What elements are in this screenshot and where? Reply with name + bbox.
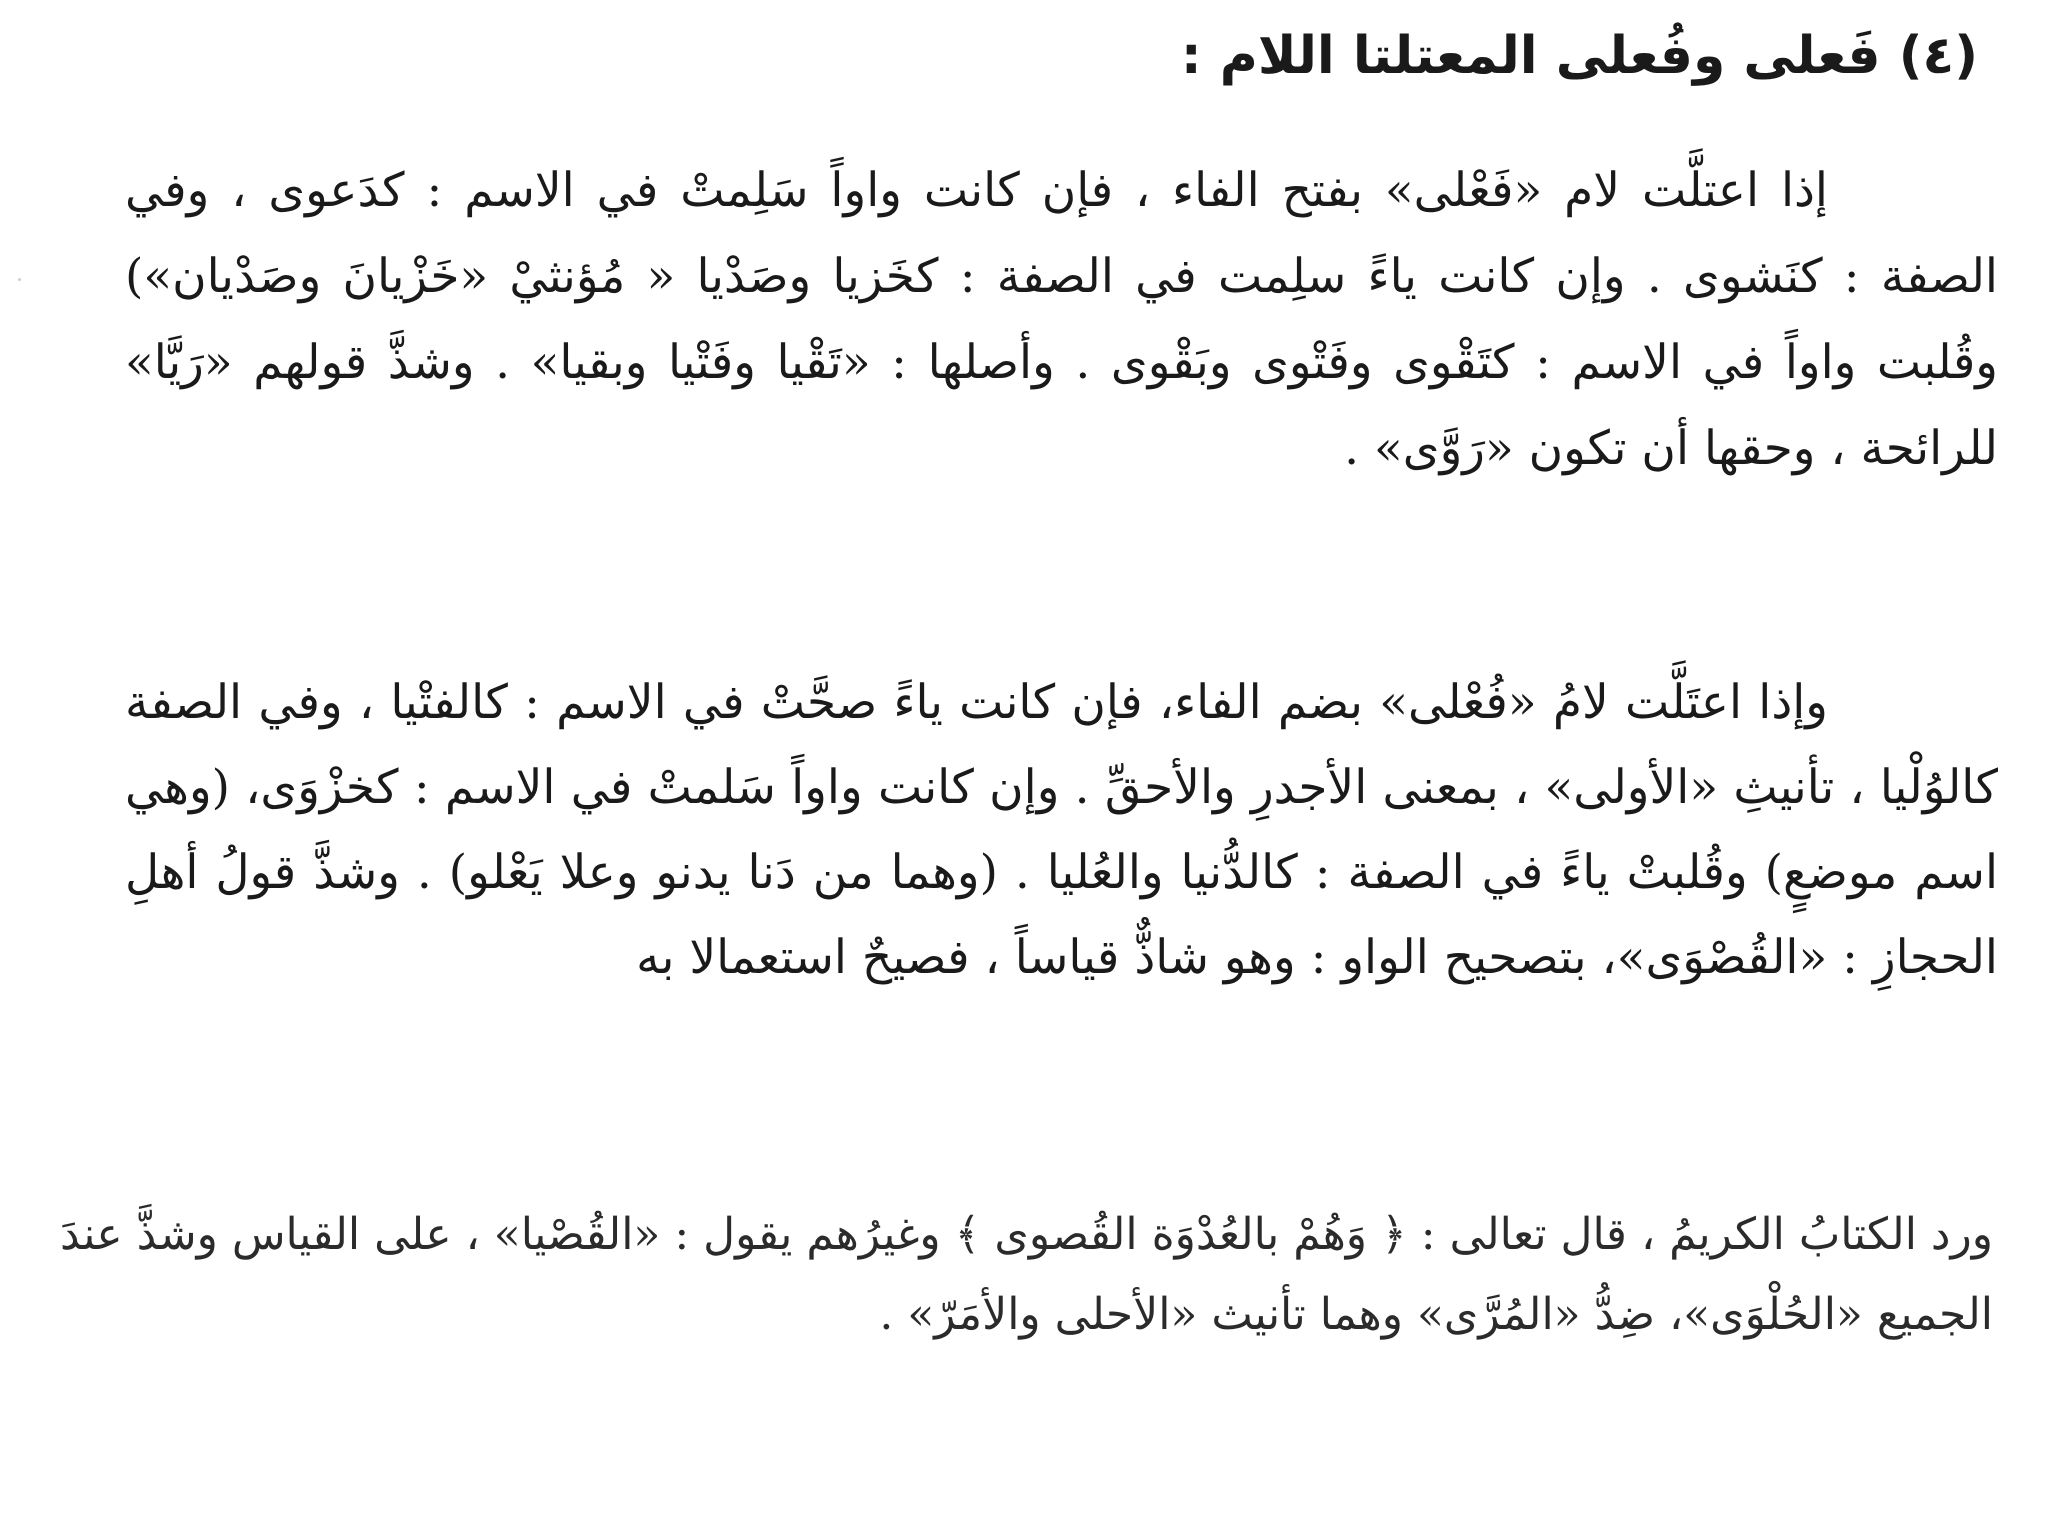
paragraph-fala: إذا اعتلَّت لام «فَعْلى» بفتح الفاء ، فإن كانت واواً سَلِمتْ في الاسم : كدَعوى ، وفي الصفة : كنَشوى . وإن كانت ياءً سلِمت في الصفة : كخَزيا وصَدْيا « مُؤنثيْ «خَزْيانَ وصَدْيان») وقُلبت واواً في الاسم : كتَقْوى وفَتْوى وبَقْوى . وأصلها : «تَقْيا وفَتْيا وبقيا» . وشذَّ قولهم «رَيَّا» للرائحة ، وحقها أن تكون «رَوَّى» .	[125, 163, 1998, 476]
paragraph-fula: وإذا اعتَلَّت لامُ «فُعْلى» بضم الفاء، فإن كانت ياءً صحَّتْ في الاسم : كالفتْيا ، وفي الصفة كالوُلْيا ، تأنيثِ «الأولى» ، بمعنى الأجدرِ والأحقِّ . وإن كانت واواً سَلمتْ في الاسم : كخزْوَى، (وهي اسم موضعٍ) وقُلبتْ ياءً في الصفة : كالدُّنيا والعُليا . (وهما من دَنا يدنو وعلا يَعْلو) . وشذَّ قولُ أهلِ الحجازِ : «القُصْوَى»، بتصحيح الواو : وهو شاذٌّ قياساً ، فصيحٌ استعمالا به	[125, 675, 1998, 985]
scan-speck	[18, 278, 21, 281]
section-heading: (٤) فَعلى وفُعلى المعتلتا اللام :	[1180, 26, 1978, 86]
paragraph-continuation: ورد الكتابُ الكريمُ ، قال تعالى : ﴿ وَهُمْ بالعُدْوَة القُصوى ﴾ وغيرُهم يقول : «القُصْيا» ، على القياس وشذَّ عندَ الجميع «الحُلْوَى»، ضِدُّ «المُرَّى» وهما تأنيث «الأحلى والأمَرّ» .	[60, 1209, 1993, 1340]
